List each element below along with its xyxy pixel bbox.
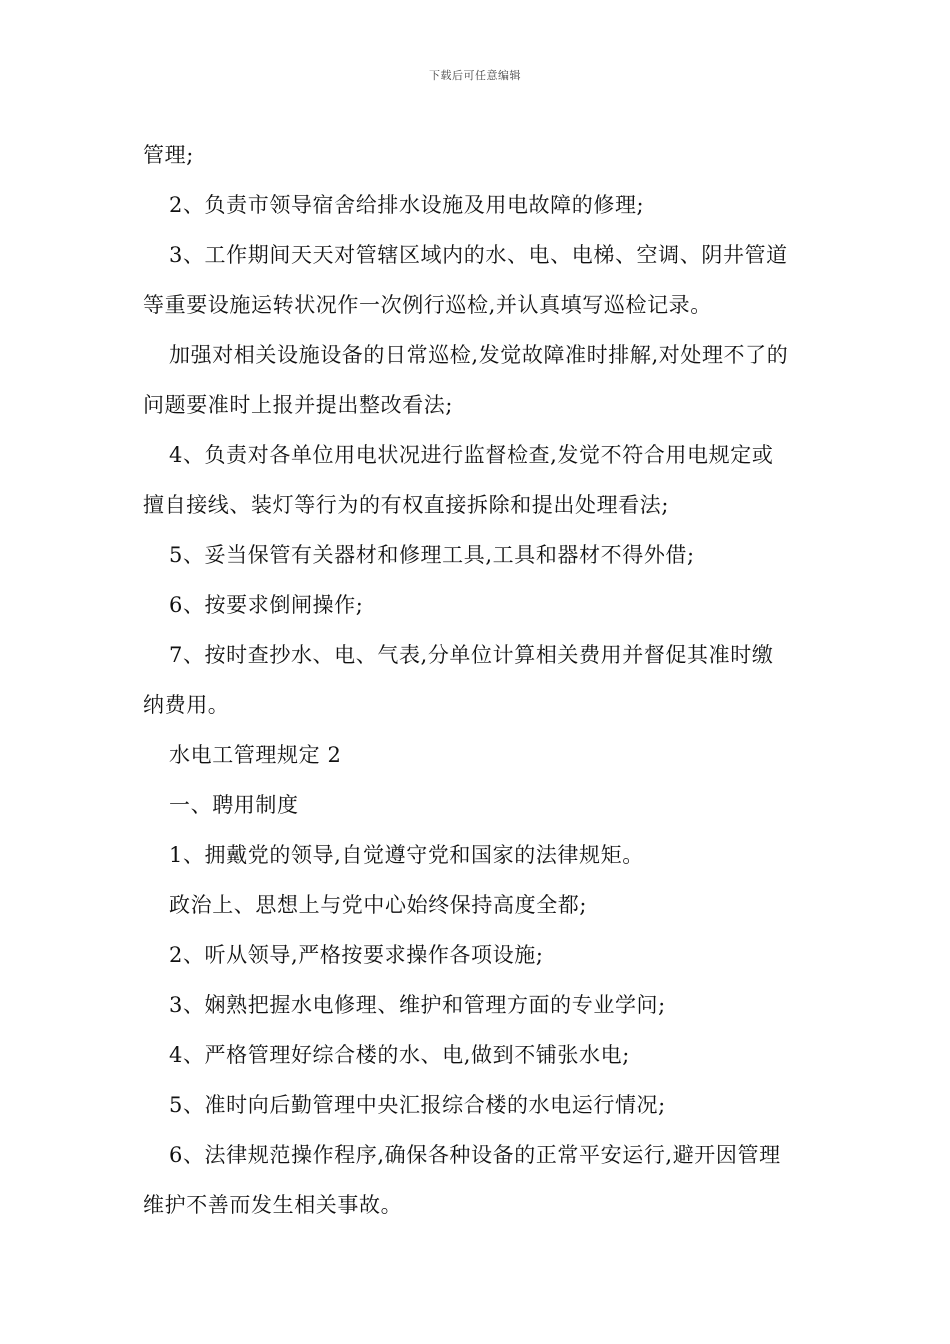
text-line: 3、娴熟把握水电修理、维护和管理方面的专业学问; (169, 993, 666, 1017)
text-line: 6、法律规范操作程序,确保各种设备的正常平安运行,避开因管理 (169, 1143, 781, 1167)
text-line: 3、工作期间天天对管辖区域内的水、电、电梯、空调、阴井管道 (169, 243, 788, 267)
text-line: 2、负责市领导宿舍给排水设施及用电故障的修理; (169, 193, 645, 217)
text-line: 2、听从领导,严格按要求操作各项设施; (169, 943, 544, 967)
text-line: 加强对相关设施设备的日常巡检,发觉故障准时排解,对处理不了的 (169, 343, 789, 367)
text-line: 擅自接线、装灯等行为的有权直接拆除和提出处理看法; (143, 493, 670, 517)
text-line: 政治上、思想上与党中心始终保持高度全都; (169, 893, 588, 917)
text-line: 等重要设施运转状况作一次例行巡检,并认真填写巡检记录。 (143, 293, 712, 317)
text-line: 4、负责对各单位用电状况进行监督检查,发觉不符合用电规定或 (169, 443, 774, 467)
text-line: 7、按时查抄水、电、气表,分单位计算相关费用并督促其准时缴 (169, 643, 774, 667)
section-heading: 水电工管理规定 2 (169, 743, 342, 767)
text-line: 5、准时向后勤管理中央汇报综合楼的水电运行情况; (169, 1093, 666, 1117)
text-line: 4、严格管理好综合楼的水、电,做到不铺张水电; (169, 1043, 630, 1067)
text-line: 管理; (143, 143, 194, 167)
page-header: 下载后可任意编辑 (429, 69, 521, 82)
document-body (143, 130, 811, 1230)
text-line: 维护不善而发生相关事故。 (143, 1193, 403, 1217)
text-line: 5、妥当保管有关器材和修理工具,工具和器材不得外借; (169, 543, 695, 567)
text-line: 1、拥戴党的领导,自觉遵守党和国家的法律规矩。 (169, 843, 644, 867)
subsection-heading: 一、聘用制度 (169, 793, 299, 817)
text-line: 纳费用。 (143, 693, 230, 717)
text-line: 6、按要求倒闸操作; (169, 593, 364, 617)
text-line: 问题要准时上报并提出整改看法; (143, 393, 454, 417)
